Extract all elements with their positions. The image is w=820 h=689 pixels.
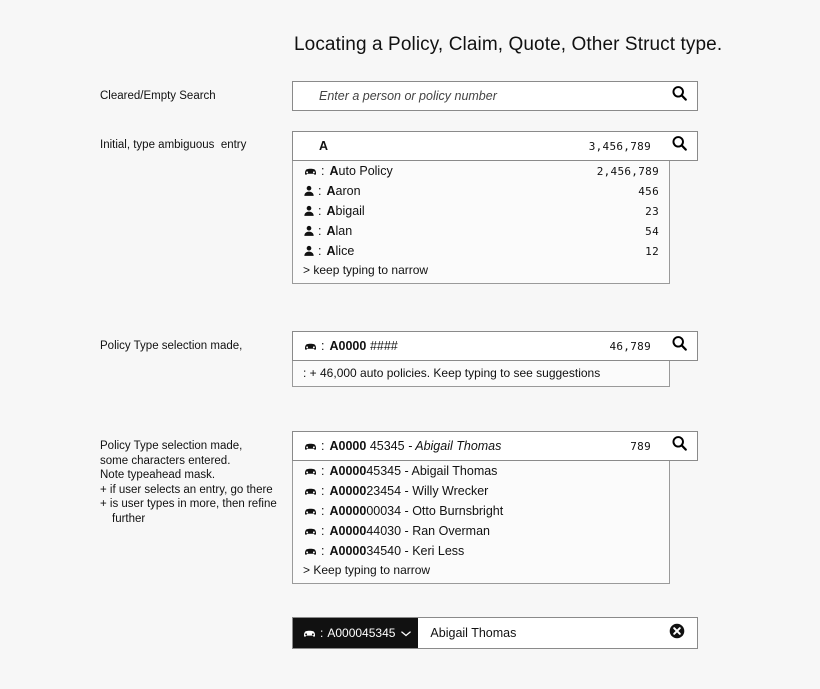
typeahead-completion: - Abigail Thomas <box>408 439 502 453</box>
search-placeholder: Enter a person or policy number <box>319 89 497 103</box>
clear-circle-icon <box>669 623 685 644</box>
list-item[interactable]: : A0000 45345 - Abigail Thomas <box>293 461 669 481</box>
list-item[interactable]: : A0000 34540 - Keri Less <box>293 541 669 561</box>
search-value-typed: 45345 <box>369 439 405 453</box>
search-icon <box>671 435 688 457</box>
search-value-prefix: A0000 <box>329 339 367 353</box>
policy-chip-label: A000045345 <box>327 626 396 640</box>
keep-typing-hint: > Keep typing to narrow <box>303 563 431 577</box>
car-icon <box>302 628 317 639</box>
list-item-count: 456 <box>638 184 659 198</box>
result-count-typed: 789 <box>630 439 651 453</box>
search-input-masked[interactable]: : A0000 #### <box>293 339 609 353</box>
section-label-policy-type-selected: Policy Type selection made, <box>100 340 243 352</box>
clear-button[interactable] <box>657 623 697 644</box>
list-item-label: 23454 - Willy Wrecker <box>366 484 489 498</box>
list-item-label: aron <box>335 184 361 198</box>
match-prefix: A <box>326 244 336 258</box>
search-input-empty[interactable] <box>293 89 651 103</box>
search-value-prefix: A0000 <box>329 439 367 453</box>
match-prefix: A0000 <box>329 504 367 518</box>
list-item[interactable]: : A lice 12 <box>293 241 669 261</box>
list-item-count: 12 <box>645 244 659 258</box>
car-icon <box>303 441 318 452</box>
list-item-label: 34540 - Keri Less <box>366 544 465 558</box>
list-item-label: lan <box>335 224 353 238</box>
result-count-ambiguous: 3,456,789 <box>588 139 651 153</box>
policy-count-hint: : + 46,000 auto policies. Keep typing to see suggestions <box>303 366 601 380</box>
list-item[interactable]: : A0000 23454 - Willy Wrecker <box>293 481 669 501</box>
search-icon <box>671 85 688 107</box>
list-item-label: 45345 - Abigail Thomas <box>366 464 498 478</box>
car-icon <box>303 506 318 517</box>
section-label-cleared-empty-search: Cleared/Empty Search <box>100 90 216 102</box>
suggestion-panel-ambiguous <box>292 161 670 284</box>
match-prefix: A0000 <box>329 464 367 478</box>
search-input-ambiguous[interactable] <box>293 139 589 153</box>
match-prefix: A0000 <box>329 484 367 498</box>
search-field-ambiguous[interactable] <box>292 131 698 161</box>
keep-typing-hint: > keep typing to narrow <box>303 263 429 277</box>
chevron-down-icon[interactable] <box>401 630 411 637</box>
list-item-label: 44030 - Ran Overman <box>366 524 491 538</box>
list-item[interactable]: : A lan 54 <box>293 221 669 241</box>
list-item-count: 2,456,789 <box>596 164 659 178</box>
search-field-typed[interactable] <box>292 431 698 461</box>
list-item[interactable]: : A bigail 23 <box>293 201 669 221</box>
search-value-ambiguous: A <box>319 139 329 153</box>
person-icon <box>303 205 315 217</box>
list-item[interactable]: : A0000 00034 - Otto Burnsbright <box>293 501 669 521</box>
list-item-label: uto Policy <box>338 164 393 178</box>
list-item[interactable]: : A aron 456 <box>293 181 669 201</box>
search-field-empty[interactable] <box>292 81 698 111</box>
search-input-typed[interactable]: : A0000 45345 - Abigail Thomas <box>293 439 630 453</box>
result-count-masked: 46,789 <box>609 339 651 353</box>
selected-policy-field[interactable] <box>292 617 698 649</box>
hint-panel-masked <box>292 361 670 387</box>
policy-chip[interactable]: : A000045345 <box>293 618 418 648</box>
car-icon <box>303 486 318 497</box>
match-prefix: A <box>326 204 336 218</box>
person-icon <box>303 225 315 237</box>
match-prefix: A <box>326 184 336 198</box>
section-label-policy-type-typed: Policy Type selection made, some characters entered. Note typeahead mask. + if user selects an entry, go there + is user types in more, then refine further <box>100 440 277 525</box>
search-field-masked[interactable] <box>292 331 698 361</box>
selected-person-name: Abigail Thomas <box>430 626 517 640</box>
match-prefix: A <box>329 164 339 178</box>
search-button-masked[interactable] <box>661 332 697 360</box>
match-prefix: A0000 <box>329 524 367 538</box>
car-icon <box>303 166 318 177</box>
car-icon <box>303 341 318 352</box>
section-label-initial-ambiguous: Initial, type ambiguous entry <box>100 139 247 151</box>
search-icon <box>671 135 688 157</box>
search-icon <box>671 335 688 357</box>
match-prefix: A <box>326 224 336 238</box>
car-icon <box>303 526 318 537</box>
car-icon <box>303 546 318 557</box>
list-item-label: bigail <box>335 204 365 218</box>
page-title: Locating a Policy, Claim, Quote, Other Struct type. <box>294 34 723 55</box>
suggestion-panel-typed <box>292 461 670 584</box>
search-button-ambiguous[interactable] <box>661 132 697 160</box>
list-item[interactable]: : A0000 44030 - Ran Overman <box>293 521 669 541</box>
search-button-typed[interactable] <box>661 432 697 460</box>
list-item-label: 00034 - Otto Burnsbright <box>366 504 504 518</box>
match-prefix: A0000 <box>329 544 367 558</box>
car-icon <box>303 466 318 477</box>
typeahead-mask: #### <box>369 339 398 353</box>
person-icon <box>303 185 315 197</box>
list-item-count: 23 <box>645 204 659 218</box>
search-button-empty[interactable] <box>661 82 697 110</box>
person-icon <box>303 245 315 257</box>
list-item[interactable]: : A uto Policy 2,456,789 <box>293 161 669 181</box>
list-item-label: lice <box>335 244 355 258</box>
list-item-count: 54 <box>645 224 659 238</box>
